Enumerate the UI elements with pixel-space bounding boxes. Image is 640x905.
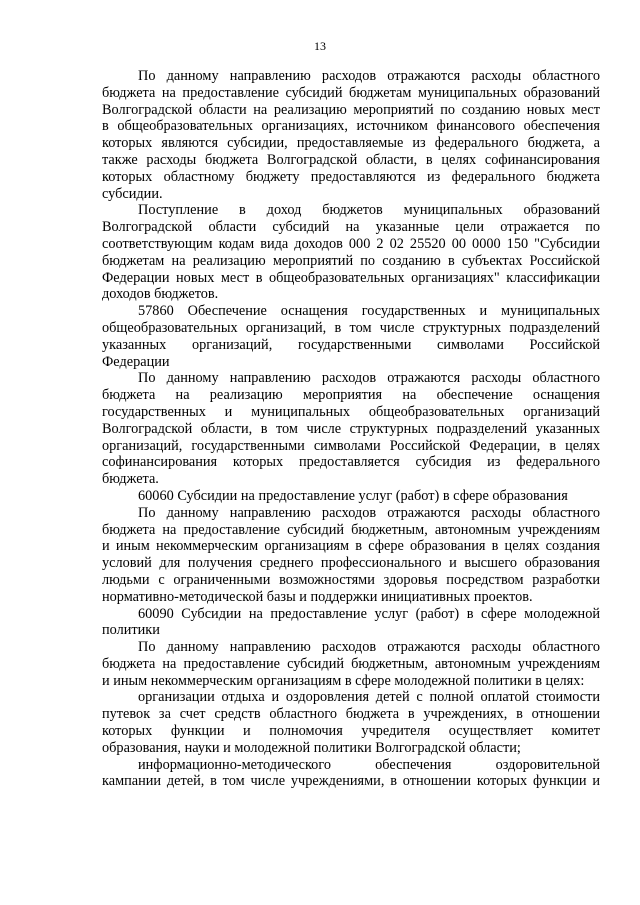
text-line: По данному направлению расходов отражаются расходы областного bbox=[138, 504, 600, 521]
text-line: образования, науки и молодежной политики Волгоградской области; bbox=[102, 739, 521, 756]
text-line: и иным некоммерческим организациям в сфере образования в целях создания bbox=[102, 538, 600, 555]
text-line: субсидии. bbox=[102, 185, 163, 202]
text-line: также расходы бюджета Волгоградской области, в целях софинансирования bbox=[102, 151, 600, 168]
text-line: 60090 Субсидии на предоставление услуг (работ) в сфере молодежной bbox=[138, 605, 600, 622]
page-number: 13 bbox=[314, 39, 326, 53]
text-line: Волгоградской области, в том числе структурных подразделений указанных bbox=[102, 420, 600, 437]
text-line: организации отдыха и оздоровления детей с полной оплатой стоимости bbox=[138, 689, 600, 706]
text-line: условий для получения среднего профессионального и высшего образования bbox=[102, 555, 600, 572]
text-line: людьми с ограниченными возможностями здоровья посредством разработки bbox=[102, 571, 600, 588]
text-line: которых функции и полномочия учредителя осуществляет комитет bbox=[102, 723, 600, 740]
text-line: Волгоградской области субсидий на указанные цели отражается по bbox=[102, 219, 600, 236]
text-line: бюджета на предоставление субсидий бюджетным, автономным учреждениям bbox=[102, 521, 600, 538]
text-line: нормативно-методической базы и поддержки инициативных проектов. bbox=[102, 588, 533, 605]
text-line: информационно-методического обеспечения оздоровительной bbox=[138, 756, 600, 773]
text-line: которых являются субсидии, предоставляемые из федерального бюджета, а bbox=[102, 135, 600, 152]
text-line: доходов бюджетов. bbox=[102, 286, 219, 303]
text-line: бюджета на реализацию мероприятия на обеспечение оснащения bbox=[102, 387, 600, 404]
text-line: указанных организаций, государственными символами Российской bbox=[102, 336, 600, 353]
text-line: Федерации новых мест в общеобразовательных организациях" классификации bbox=[102, 269, 600, 286]
text-line: которых областному бюджету предоставляются из федерального бюджета bbox=[102, 168, 600, 185]
text-line: Волгоградской области на реализацию мероприятий по созданию новых мест bbox=[102, 101, 600, 118]
text-line: государственных и муниципальных общеобразовательных организаций bbox=[102, 403, 600, 420]
text-line: 57860 Обеспечение оснащения государственных и муниципальных bbox=[138, 303, 600, 320]
text-line: По данному направлению расходов отражаются расходы областного bbox=[138, 370, 600, 387]
text-line: По данному направлению расходов отражаются расходы областного bbox=[138, 68, 600, 84]
text-line: и иным некоммерческим организациям в сфере молодежной политики в целях: bbox=[102, 672, 585, 689]
text-line: Поступление в доход бюджетов муниципальных образований bbox=[138, 202, 600, 219]
text-line: бюджета на предоставление субсидий бюджетным, автономным учреждениям bbox=[102, 655, 600, 672]
text-line: соответствующим кодам вида доходов 000 2 02 25520 00 0000 150 "Субсидии bbox=[102, 235, 600, 252]
text-line: путевок за счет средств областного бюджета в учреждениях, в отношении bbox=[102, 706, 600, 723]
text-line: бюджета. bbox=[102, 471, 159, 488]
text-line: организаций, государственными символами Российской Федерации, в целях bbox=[102, 437, 600, 454]
text-line: софинансирования которых предоставляется субсидия из федерального bbox=[102, 454, 600, 471]
text-line: бюджетам на реализацию мероприятий по созданию в субъектах Российской bbox=[102, 252, 600, 269]
text-line: По данному направлению расходов отражаются расходы областного bbox=[138, 639, 600, 656]
text-line: политики bbox=[102, 622, 160, 639]
text-line: бюджета на предоставление субсидий бюджетам муниципальных образований bbox=[102, 84, 600, 101]
text-line: кампании детей, в том числе учреждениями, в отношении которых функции и bbox=[102, 773, 600, 790]
document-body bbox=[102, 68, 600, 790]
text-line: общеобразовательных организаций, в том числе структурных подразделений bbox=[102, 319, 600, 336]
text-line: 60060 Субсидии на предоставление услуг (работ) в сфере образования bbox=[138, 487, 568, 504]
text-line: в общеобразовательных организациях, источником финансового обеспечения bbox=[102, 118, 600, 135]
text-line: Федерации bbox=[102, 353, 170, 370]
